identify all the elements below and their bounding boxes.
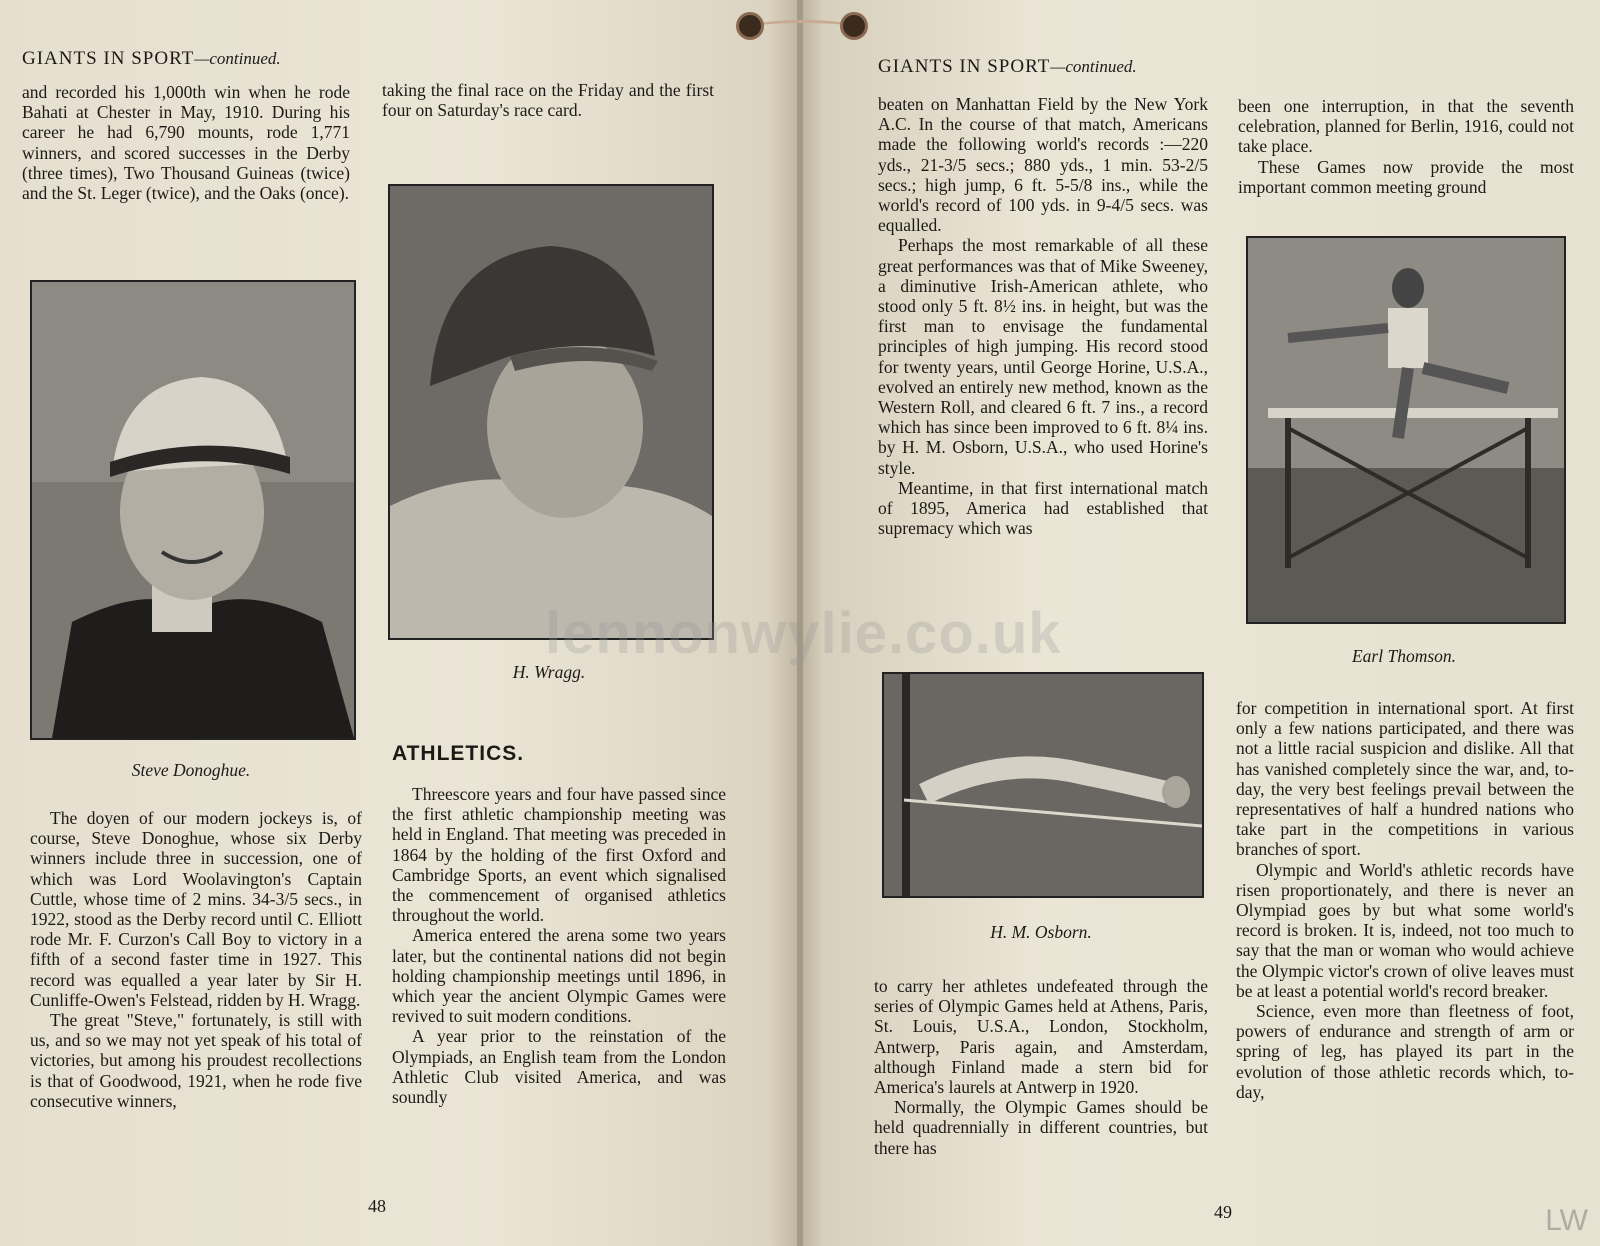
right-col1-text	[878, 94, 1208, 538]
page-number: 49	[1214, 1202, 1232, 1222]
binding-hole-icon	[840, 12, 868, 40]
page-header	[878, 56, 1137, 78]
photo-steve-donoghue	[30, 280, 356, 740]
header-continued: —continued.	[194, 49, 281, 68]
photo-caption: H. Wragg.	[512, 662, 586, 682]
paragraph: A year prior to the reinstation of the Olympiads, an English team from the London Athletic Club visited America, and was soundly	[392, 1026, 726, 1108]
paragraph: Normally, the Olympic Games should be held quadrennially in different countries, but there has	[874, 1097, 1208, 1158]
binding-hole-icon	[736, 12, 764, 40]
paragraph: The great "Steve," fortunately, is still with us, and so we may not yet speak of his total of victories, but among his proudest recollections is that of Goodwood, 1921, when he rode five consecutive winners,	[30, 1010, 362, 1111]
paragraph: for competition in international sport. At first only a few nations participated, and there was not a little racial suspicion and dislike. All that has vanished completely since the war, and, to-day, the very best feelings prevail between the representatives of half a hundred nations who take part in the competitions in various branches of sport.	[1236, 698, 1574, 860]
paragraph: and recorded his 1,000th win when he rode Bahati at Chester in May, 1910. During his career he had 6,790 mounts, rode 1,771 winners, and scored successes in the Derby (three times), Two Thousand Guineas (twice) and the St. Leger (twice), and the Oaks (once).	[22, 82, 350, 204]
section-heading: ATHLETICS.	[392, 742, 525, 765]
photo-h-m-osborn	[882, 672, 1204, 898]
paragraph: beaten on Manhattan Field by the New York A.C. In the course of that match, Americans made the following world's records :—220 yds., 21-3/5 secs.; 880 yds., 1 min. 53-2/5 secs.; high jump, 6 ft. 5-5/8 ins., while the world's record of 100 yds. in 9-4/5 secs. was equalled.	[878, 94, 1208, 236]
photo-earl-thomson	[1246, 236, 1566, 624]
paragraph: taking the final race on the Friday and the first four on Saturday's race card.	[382, 80, 714, 121]
watermark: lennonwylie.co.uk	[545, 601, 1062, 666]
header-title: GIANTS IN SPORT	[22, 48, 195, 69]
page-header	[22, 48, 281, 70]
header-title: GIANTS IN SPORT	[878, 56, 1051, 77]
paragraph: These Games now provide the most important common meeting ground	[1238, 156, 1574, 197]
paragraph: Science, even more than fleetness of foot, powers of endurance and strength of arm or spring of leg, has played its part in the evolution of those athletic records which, to-day,	[1236, 1001, 1574, 1102]
corner-mark: LW	[1545, 1204, 1588, 1237]
paragraph: Meantime, in that first international match of 1895, America had established that supremacy which was	[878, 477, 1208, 539]
photo-caption: Steve Donoghue.	[131, 760, 251, 780]
page-number: 48	[368, 1196, 386, 1216]
paragraph: been one interruption, in that the seventh celebration, planned for Berlin, 1916, could not take place.	[1238, 96, 1574, 157]
paragraph: America entered the arena some two years later, but the continental nations did not begin holding championship meetings until 1896, in which year the ancient Olympic Games were revived to suit modern conditions.	[392, 925, 726, 1027]
paragraph: to carry her athletes undefeated through the series of Olympic Games held at Athens, Paris, St. Louis, U.S.A., London, Stockholm, Antwerp, Paris again, and Amsterdam, although Finland made a stern bid for America's laurels at Antwerp in 1920.	[874, 976, 1208, 1098]
paragraph: Threescore years and four have passed since the first athletic championship meeting was held in England. That meeting was preceded in 1864 by the holding of the first Oxford and Cambridge Sports, an event which signalised the commencement of organised athletics throughout the world.	[392, 784, 726, 926]
photo-caption: H. M. Osborn.	[990, 922, 1092, 942]
photo-caption: Earl Thomson.	[1351, 646, 1457, 666]
photo-h-wragg	[388, 184, 714, 640]
right-col1-lower	[874, 976, 1208, 1158]
left-col1-text	[22, 82, 350, 203]
paragraph: The doyen of our modern jockeys is, of course, Steve Donoghue, whose six Derby winners include three in succession, one of which was Lord Woolavington's Captain Cuttle, whose time of 2 mins. 34-3/5 secs., in 1922, stood as the Derby record until C. Elliott rode Mr. F. Curzon's Call Boy to victory in a fifth of a second faster time in 1927. This record was equalled a year later by Sir H. Cunliffe-Owen's Felstead, ridden by H. Wragg.	[30, 808, 362, 1010]
right-col2-lower	[1236, 698, 1574, 1102]
left-col1-lower	[30, 808, 362, 1111]
paragraph: Olympic and World's athletic records have risen proportionately, and there is never an Olympiad goes by but what some world's record is broken. It is, indeed, not too much to say that the man or woman who would achieve the Olympic victor's crown of olive leaves must be at least a potential world's record breaker.	[1236, 859, 1574, 1001]
paragraph: Perhaps the most remarkable of all these great performances was that of Mike Sweeney, a diminutive Irish-American athlete, who stood only 5 ft. 8½ ins. in height, but was the first man to envisage the fundamental principles of high jumping. His record stood for twenty years, until George Horine, U.S.A., evolved an entirely new method, known as the Western Roll, and cleared 6 ft. 7 ins., a record which has since been improved to 6 ft. 8¼ ins. by H. M. Osborn, U.S.A., who used Horine's style.	[878, 235, 1208, 478]
right-col2-text	[1238, 96, 1574, 197]
left-col2-text	[382, 80, 714, 120]
header-continued: —continued.	[1050, 57, 1137, 76]
left-col2-lower	[392, 784, 726, 1107]
